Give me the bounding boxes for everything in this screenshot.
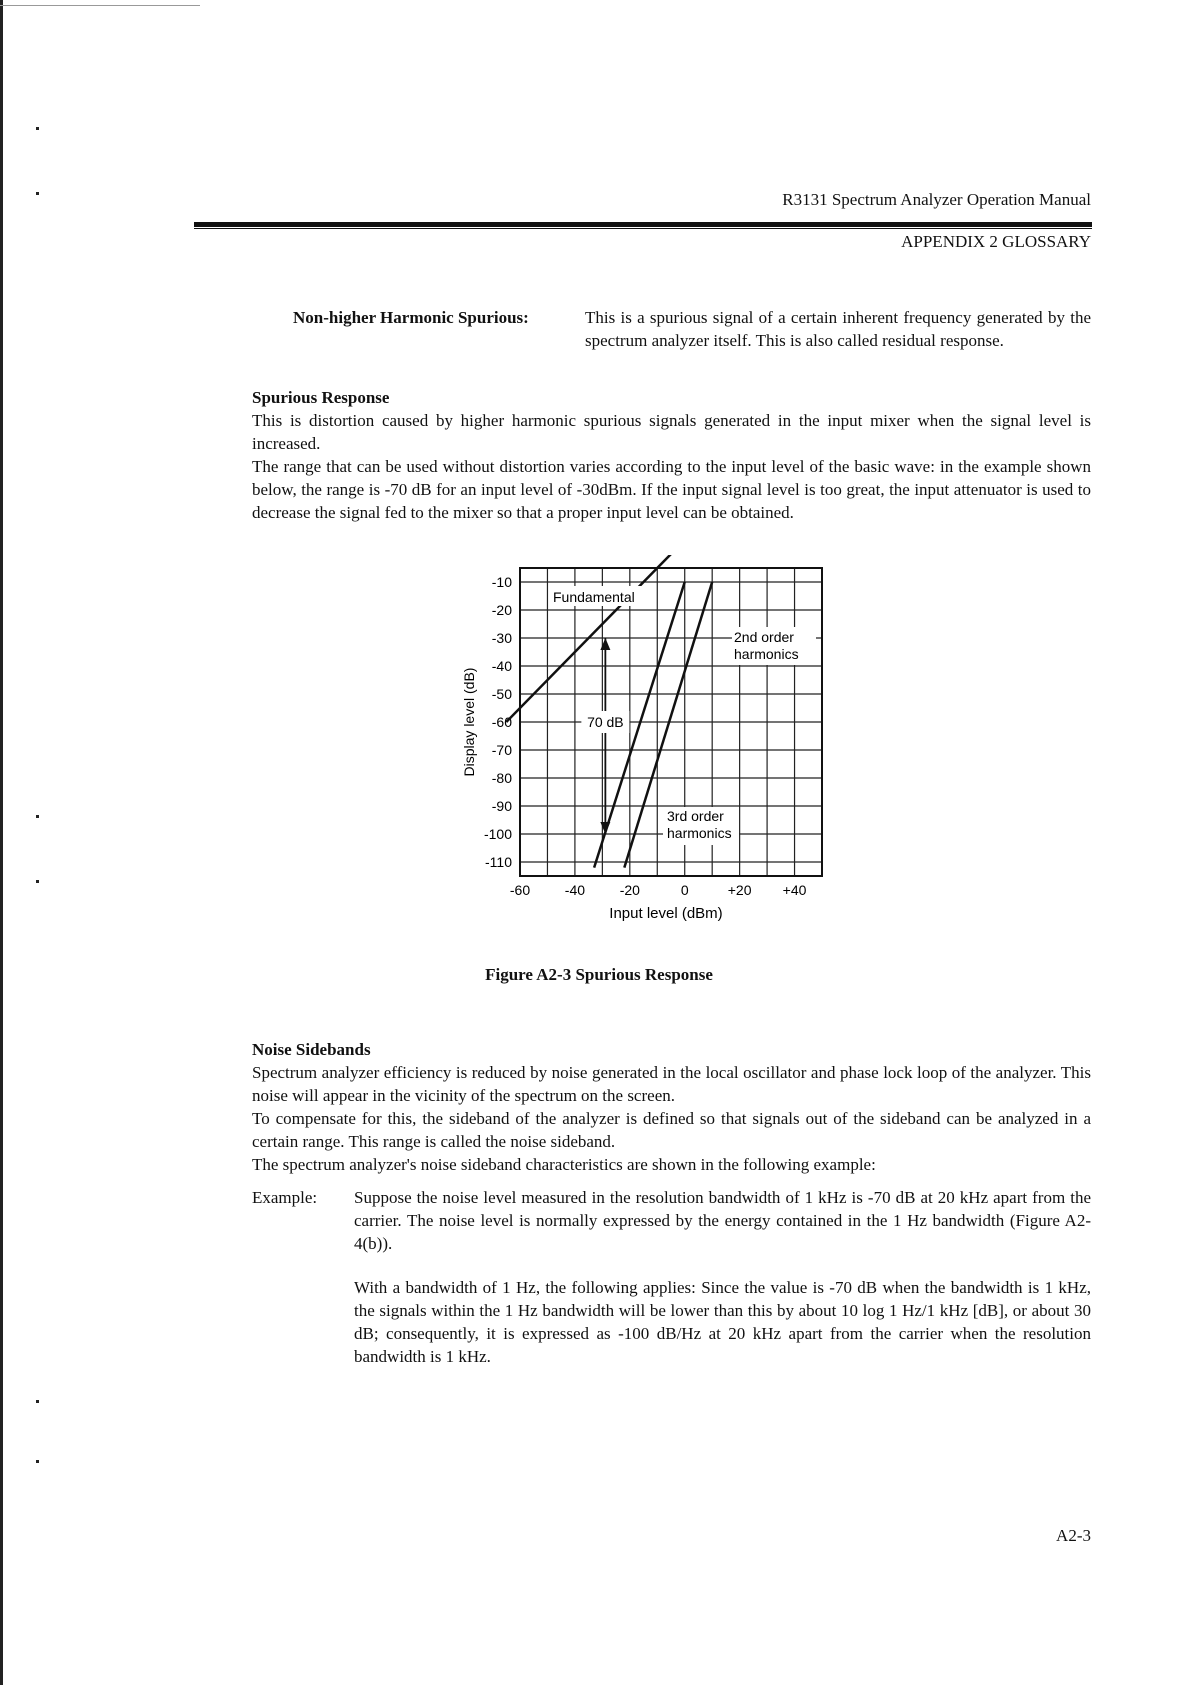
scan-top-line — [0, 5, 200, 6]
y-tick-label: -20 — [491, 602, 512, 618]
x-tick-label: +20 — [727, 882, 752, 898]
scan-mark — [36, 127, 39, 130]
noise-heading: Noise Sidebands — [252, 1040, 371, 1059]
y-tick-label: -100 — [483, 826, 512, 842]
noise-paragraph-2: To compensate for this, the sideband of the analyzer is defined so that signals out of the sideband can be analyzed in a certain range. This range is called the noise sideband. — [252, 1109, 1091, 1151]
y-tick-label: -110 — [485, 854, 512, 870]
x-axis-label: Input level (dBm) — [609, 905, 723, 922]
example-label: Example: — [252, 1188, 318, 1207]
noise-paragraph-3: The spectrum analyzer's noise sideband characteristics are shown in the following example: — [252, 1155, 876, 1174]
y-tick-label: -40 — [491, 658, 512, 674]
example-paragraph-1: Suppose the noise level measured in the resolution bandwidth of 1 kHz is -70 dB at 20 kHz apart from the carrier. The noise level is normally expressed by the energy contained in the 1 Hz bandwidth (Figure A2-4(b)). — [354, 1188, 1091, 1253]
third-order-label: 3rd order — [667, 808, 724, 824]
spurious-heading: Spurious Response — [252, 388, 390, 407]
spurious-paragraph-2: The range that can be used without distortion varies according to the input level of the basic wave: in the example shown below, the range is -70 dB for an input level of -30dBm. If the input signal level is too great, the input attenuator is used to decrease the signal fed to the mixer so that a proper input level can be obtained. — [252, 457, 1091, 522]
y-tick-label: -70 — [491, 742, 512, 758]
page-number: A2-3 — [1056, 1526, 1091, 1545]
y-tick-label: -80 — [491, 770, 512, 786]
y-tick-label: -30 — [491, 630, 512, 646]
scan-mark — [36, 815, 39, 818]
manual-title: R3131 Spectrum Analyzer Operation Manual — [782, 190, 1091, 209]
definition-text: This is a spurious signal of a certain inherent frequency generated by the spectrum analyzer itself. This is also called residual response. — [585, 308, 1091, 350]
x-tick-label: -40 — [564, 882, 586, 898]
second-order-label: harmonics — [734, 646, 799, 662]
y-tick-label: -60 — [491, 714, 512, 730]
spurious-response-chart — [440, 555, 840, 935]
scan-mark — [36, 1400, 39, 1403]
header-rule-thin — [194, 228, 1092, 229]
y-axis-label: Display level (dB) — [461, 667, 477, 777]
x-tick-label: 0 — [680, 882, 689, 898]
noise-paragraph-1: Spectrum analyzer efficiency is reduced by noise generated in the local oscillator and phase lock loop of the analyzer. This noise will appear in the vicinity of the spectrum on the screen. — [252, 1063, 1091, 1105]
spurious-paragraph-1: This is distortion caused by higher harmonic spurious signals generated in the input mixer when the signal level is increased. — [252, 411, 1091, 453]
section-title: APPENDIX 2 GLOSSARY — [901, 232, 1091, 251]
scan-mark — [36, 1460, 39, 1463]
second-order-label: 2nd order — [734, 629, 794, 645]
y-tick-label: -10 — [491, 574, 512, 590]
definition-term: Non-higher Harmonic Spurious: — [293, 308, 529, 327]
chart-annotation — [581, 638, 629, 834]
x-tick-labels — [510, 882, 807, 898]
x-tick-label: -60 — [509, 882, 531, 898]
third-order-label: harmonics — [667, 825, 732, 841]
x-tick-label: +40 — [782, 882, 807, 898]
y-tick-label: -50 — [491, 686, 512, 702]
scan-left-edge — [0, 0, 3, 1685]
scan-mark — [36, 192, 39, 195]
figure-caption: Figure A2-3 Spurious Response — [485, 965, 713, 984]
scan-mark — [36, 880, 39, 883]
x-tick-label: -20 — [619, 882, 640, 898]
example-paragraph-2: With a bandwidth of 1 Hz, the following applies: Since the value is -70 dB when the bandwidth is 1 kHz, the signals within the 1 Hz bandwidth will be lower than this by about 10 log 1 Hz/1 kHz [dB], or about 30 dB; consequently, it is expressed as -100 dB/Hz at 20 kHz apart from the carrier when the resolution bandwidth is 1 kHz. — [354, 1278, 1091, 1366]
y-tick-label: -90 — [491, 798, 512, 814]
fundamental-label: Fundamental — [553, 589, 635, 605]
header-rule — [194, 222, 1092, 227]
dimension-label: 70 dB — [587, 714, 624, 730]
